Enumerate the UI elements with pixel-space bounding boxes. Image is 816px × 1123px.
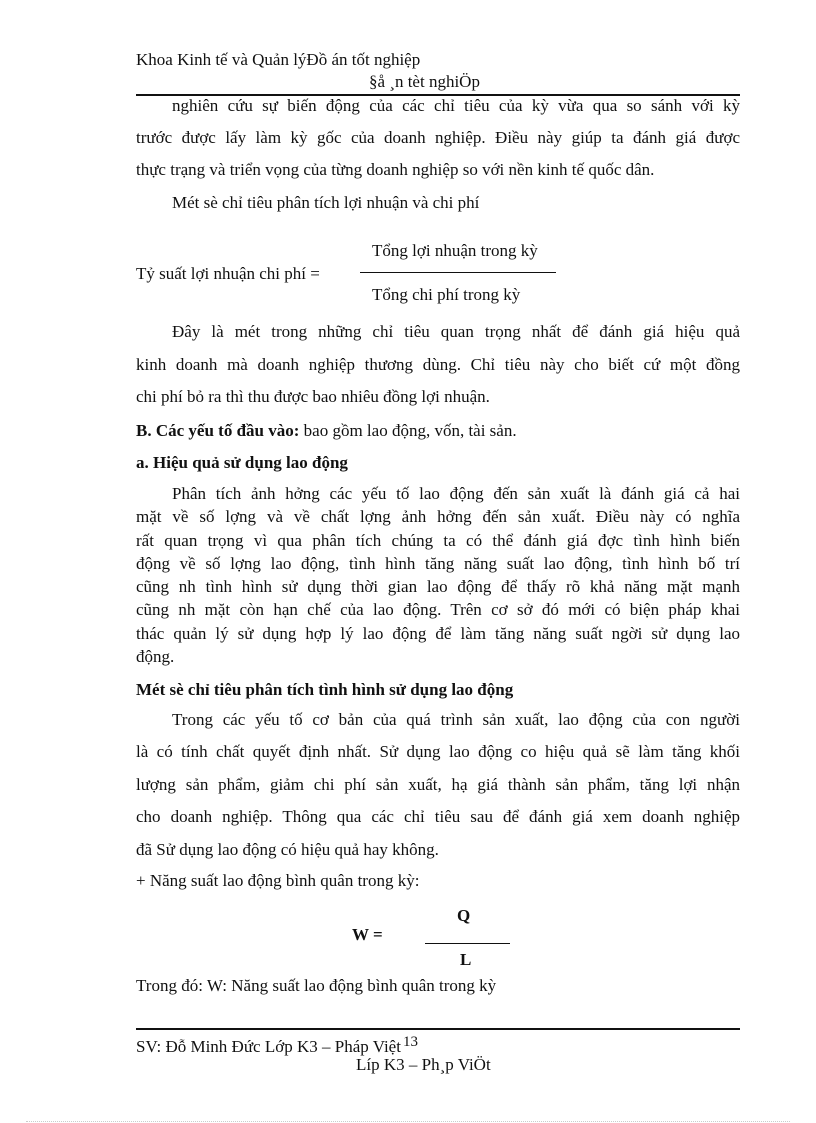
footer-class: Líp K3 – Ph¸p ViÖt: [356, 1055, 491, 1074]
formula1-lhs: Tỷ suất lợi nhuận chi phí =: [136, 264, 320, 283]
page-bottom-border: [26, 1121, 790, 1122]
paragraph-line: động.: [136, 647, 175, 666]
paragraph-line: nghiên cứu sự biến động của các chỉ tiêu của kỳ vừa qua so sánh với kỳ: [172, 96, 740, 115]
header-subtitle: §å ¸n tèt nghiÖp: [369, 72, 480, 91]
paragraph-line: chi phí bỏ ra thì thu được bao nhiêu đồng lợi nhuận.: [136, 387, 490, 406]
section-b-label: B. Các yếu tố đầu vào:: [136, 421, 300, 440]
paragraph-line: rất quan trọng vì qua phân tích chúng ta có thể đánh giá đợc tình hình biến: [136, 531, 740, 550]
paragraph-line: cho doanh nghiệp. Thông qua các chỉ tiêu sau để đánh giá xem doanh nghiệp: [136, 807, 740, 826]
section-b-text: bao gồm lao động, vốn, tài sản.: [299, 421, 517, 440]
section-a-heading: a. Hiệu quả sử dụng lao động: [136, 453, 348, 472]
footer-rule: [136, 1028, 740, 1030]
section-intro: Mét sè chỉ tiêu phân tích lợi nhuận và chi phí: [172, 193, 480, 212]
paragraph-line: Trong các yếu tố cơ bản của quá trình sản xuất, lao động của con người: [172, 710, 740, 729]
paragraph-line: trước được lấy làm kỳ gốc của doanh nghiệp. Điều này giúp ta đánh giá được: [136, 128, 740, 147]
footer-author-text: SV: Đỗ Minh Đức Lớp K3 – Pháp Việt: [136, 1037, 401, 1056]
page-number: 13: [402, 1034, 418, 1050]
formula2-denominator: L: [460, 950, 472, 969]
bullet-line: + Năng suất lao động bình quân trong kỳ:: [136, 871, 420, 890]
formula2-numerator: Q: [457, 906, 471, 925]
paragraph-line: cũng nh tình hình sử dụng thời gian lao động để thấy rõ khả năng mặt mạnh: [136, 577, 740, 596]
formula1-numerator: Tổng lợi nhuận trong kỳ: [372, 241, 538, 260]
paragraph-line: là có tính chất quyết định nhất. Sử dụng lao động co hiệu quả sẽ làm tăng khối: [136, 742, 740, 761]
paragraph-line: Phân tích ảnh hởng các yếu tố lao động đến sản xuất là đánh giá cả hai: [172, 484, 740, 503]
paragraph-line: mặt về số lợng và về chất lợng ảnh hởng đến sản xuất. Điều này có nghĩa: [136, 507, 740, 526]
header-title: Khoa Kinh tế và Quản lýĐồ án tốt nghiệp: [136, 50, 421, 69]
formula2-fraction-bar: [425, 943, 510, 944]
paragraph-line: lượng sản phẩm, giảm chi phí sản xuất, hạ giá thành sản phẩm, tăng lợi nhận: [136, 775, 740, 794]
paragraph-line: thực trạng và triển vọng của từng doanh nghiệp so với nền kinh tế quốc dân.: [136, 160, 655, 179]
paragraph-line: đã Sử dụng lao động có hiệu quả hay không.: [136, 840, 439, 859]
section-b-heading: [136, 421, 517, 441]
paragraph-line: động về số lợng lao động, tình hình tăng năng suất lao động, tình hình bố trí: [136, 554, 740, 573]
paragraph-line: kinh doanh mà doanh nghiệp thương dùng. Chỉ tiêu này cho biết cứ một đồng: [136, 355, 740, 374]
footer-author: [136, 1034, 418, 1057]
formula1-fraction-bar: [360, 272, 556, 273]
section-m-heading: Mét sè chỉ tiêu phân tích tình hình sử dụng lao động: [136, 680, 514, 699]
paragraph-line: Đây là mét trong những chỉ tiêu quan trọng nhất để đánh giá hiệu quả: [172, 322, 740, 341]
formula2-lhs: W =: [352, 925, 383, 944]
definition-line: Trong đó: W: Năng suất lao động bình quân trong kỳ: [136, 976, 497, 995]
paragraph-line: cũng nh mặt còn hạn chế của lao động. Trên cơ sở đó mới có biện pháp khai: [136, 600, 740, 619]
paragraph-line: thác quản lý sử dụng hợp lý lao động để làm tăng năng suất ngời sử dụng lao: [136, 624, 740, 643]
formula1-denominator: Tổng chi phí trong kỳ: [372, 285, 521, 304]
